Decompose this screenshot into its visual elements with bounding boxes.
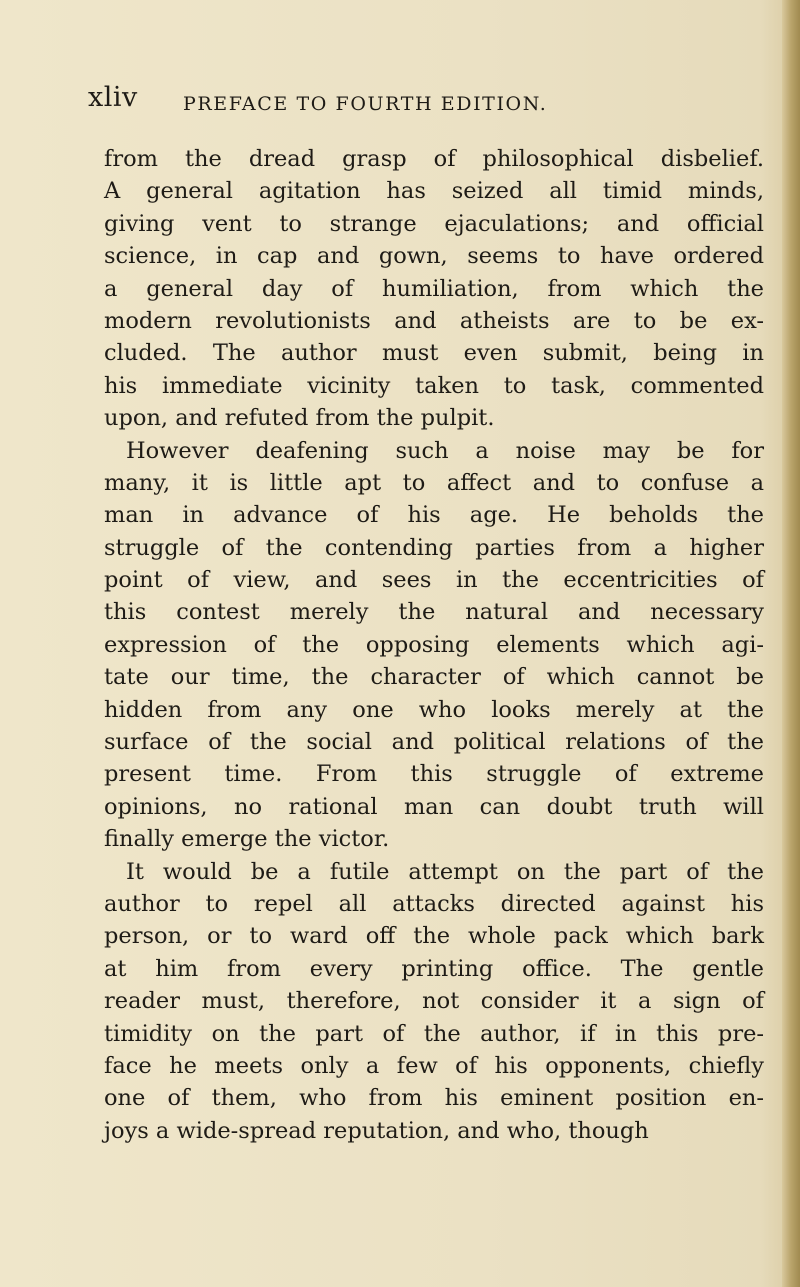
text-line: cluded. The author must even submit, being in xyxy=(104,340,764,367)
text-line: surface of the social and political relations of the xyxy=(104,729,764,756)
paragraph xyxy=(104,143,764,435)
text-line: present time. From this struggle of extreme xyxy=(104,761,764,788)
body-text xyxy=(104,143,764,1147)
text-line: reader must, therefore, not consider it a sign of xyxy=(104,988,764,1015)
text-line: hidden from any one who looks merely at the xyxy=(104,696,764,723)
text-line: modern revolutionists and atheists are to be ex- xyxy=(104,307,764,334)
text-line: upon, and refuted from the pulpit. xyxy=(104,405,495,432)
page-header xyxy=(88,82,788,122)
text-line: this contest merely the natural and necessary xyxy=(104,599,764,626)
paragraph xyxy=(104,435,764,856)
text-line: It would be a futile attempt on the part of the xyxy=(126,858,764,885)
text-line: many, it is little apt to affect and to confuse a xyxy=(104,469,764,496)
page-edge xyxy=(782,0,800,1287)
text-line: joys a wide-spread reputation, and who, though xyxy=(104,1117,649,1144)
text-line: his immediate vicinity taken to task, commented xyxy=(104,372,764,399)
text-line: However deafening such a noise may be for xyxy=(126,437,764,464)
text-line: science, in cap and gown, seems to have ordered xyxy=(104,243,764,270)
text-line: person, or to ward off the whole pack which bark xyxy=(104,923,764,950)
text-line: giving vent to strange ejaculations; and official xyxy=(104,210,764,237)
text-line: author to repel all attacks directed against his xyxy=(104,890,764,917)
text-line: timidity on the part of the author, if in this pre- xyxy=(104,1020,764,1047)
text-line: from the dread grasp of philosophical disbelief. xyxy=(104,146,764,172)
text-line: man in advance of his age. He beholds the xyxy=(104,502,764,529)
text-line: at him from every printing office. The gentle xyxy=(104,955,764,982)
running-title: PREFACE TO FOURTH EDITION. xyxy=(183,93,548,115)
text-line: a general day of humiliation, from which the xyxy=(104,275,764,302)
text-line: opinions, no rational man can doubt truth will xyxy=(104,793,764,820)
text-line: point of view, and sees in the eccentricities of xyxy=(104,567,764,594)
text-line: face he meets only a few of his opponents, chiefly xyxy=(104,1052,764,1079)
text-line: one of them, who from his eminent position en- xyxy=(104,1085,764,1112)
text-line: A general agitation has seized all timid minds, xyxy=(104,178,764,205)
text-line: tate our time, the character of which cannot be xyxy=(104,664,764,691)
text-line: finally emerge the victor. xyxy=(104,826,390,853)
paragraph xyxy=(104,856,764,1148)
page-number: xliv xyxy=(88,82,138,113)
text-line: expression of the opposing elements which agi- xyxy=(104,631,764,658)
text-line: struggle of the contending parties from a higher xyxy=(104,534,764,561)
